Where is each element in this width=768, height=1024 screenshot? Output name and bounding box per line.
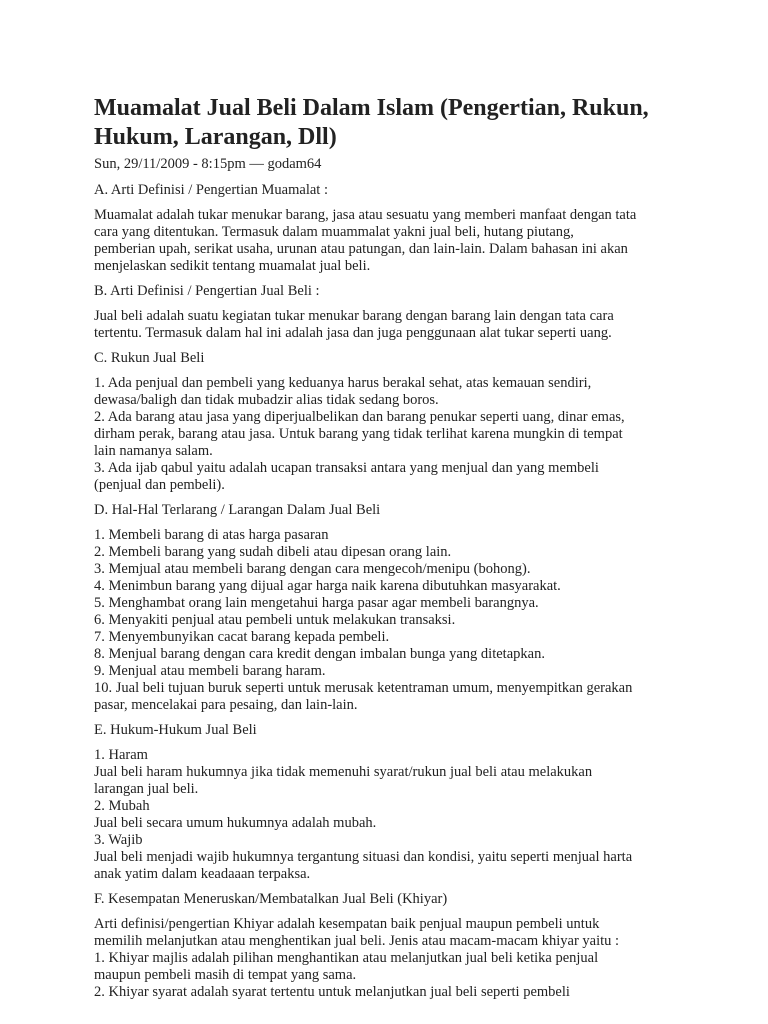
article-title bbox=[94, 94, 684, 152]
text-line: Jual beli menjadi wajib hukumnya tergantung situasi dan kondisi, yaitu seperti menjual harta bbox=[94, 849, 633, 865]
text-line: C. Rukun Jual Beli bbox=[94, 350, 205, 366]
section-heading bbox=[94, 182, 684, 199]
title-line: Hukum, Larangan, Dll) bbox=[94, 124, 337, 150]
text-line: 5. Menghambat orang lain mengetahui harga pasar agar membeli barangnya. bbox=[94, 595, 539, 611]
post-meta: Sun, 29/11/2009 - 8:15pm — godam64 bbox=[94, 156, 322, 172]
text-line: 2. Ada barang atau jasa yang diperjualbelikan dan barang penukar seperti uang, dinar emas, bbox=[94, 409, 625, 425]
text-line: lain namanya salam. bbox=[94, 443, 213, 459]
text-line: larangan jual beli. bbox=[94, 781, 199, 797]
title-line: Muamalat Jual Beli Dalam Islam (Pengertian, Rukun, bbox=[94, 95, 649, 121]
paragraph bbox=[94, 916, 684, 1001]
text-line: menjelaskan sedikit tentang muamalat jual beli. bbox=[94, 258, 371, 274]
article-body bbox=[94, 182, 684, 1001]
text-line: 8. Menjual barang dengan cara kredit dengan imbalan bunga yang ditetapkan. bbox=[94, 646, 545, 662]
text-line: Arti definisi/pengertian Khiyar adalah kesempatan baik penjual maupun pembeli untuk bbox=[94, 916, 600, 932]
text-line: 2. Khiyar syarat adalah syarat tertentu untuk melanjutkan jual beli seperti pembeli bbox=[94, 984, 570, 1000]
text-line: 10. Jual beli tujuan buruk seperti untuk merusak ketentraman umum, menyempitkan gerakan bbox=[94, 680, 633, 696]
text-line: 1. Membeli barang di atas harga pasaran bbox=[94, 527, 329, 543]
text-line: A. Arti Definisi / Pengertian Muamalat : bbox=[94, 182, 328, 198]
text-line: 6. Menyakiti penjual atau pembeli untuk melakukan transaksi. bbox=[94, 612, 456, 628]
text-line: 3. Wajib bbox=[94, 832, 143, 848]
text-line: Jual beli adalah suatu kegiatan tukar menukar barang dengan barang lain dengan tata cara bbox=[94, 308, 614, 324]
text-line: 3. Memjual atau membeli barang dengan cara mengecoh/menipu (bohong). bbox=[94, 561, 531, 577]
text-line: tertentu. Termasuk dalam hal ini adalah jasa dan juga penggunaan alat tukar seperti uang. bbox=[94, 325, 612, 341]
text-line: memilih melanjutkan atau menghentikan jual beli. Jenis atau macam-macam khiyar yaitu : bbox=[94, 933, 620, 949]
text-line: 3. Ada ijab qabul yaitu adalah ucapan transaksi antara yang menjual dan yang membeli bbox=[94, 460, 599, 476]
text-line: pemberian upah, serikat usaha, urunan atau patungan, dan lain-lain. Dalam bahasan ini akan bbox=[94, 241, 628, 257]
text-line: Muamalat adalah tukar menukar barang, jasa atau sesuatu yang memberi manfaat dengan tata bbox=[94, 207, 637, 223]
text-line: dewasa/baligh dan tidak mubadzir alias tidak sedang boros. bbox=[94, 392, 439, 408]
paragraph bbox=[94, 375, 684, 494]
text-line: (penjual dan pembeli). bbox=[94, 477, 225, 493]
text-line: 9. Menjual atau membeli barang haram. bbox=[94, 663, 326, 679]
text-line: B. Arti Definisi / Pengertian Jual Beli : bbox=[94, 283, 320, 299]
text-line: 7. Menyembunyikan cacat barang kepada pembeli. bbox=[94, 629, 390, 645]
text-line: D. Hal-Hal Terlarang / Larangan Dalam Jual Beli bbox=[94, 502, 381, 518]
article-content bbox=[94, 94, 684, 1009]
section-heading bbox=[94, 350, 684, 367]
text-line: 1. Khiyar majlis adalah pilihan menghantikan atau melanjutkan jual beli ketika penjual bbox=[94, 950, 599, 966]
paragraph bbox=[94, 308, 684, 342]
section-heading bbox=[94, 502, 684, 519]
text-line: 1. Ada penjual dan pembeli yang keduanya harus berakal sehat, atas kemauan sendiri, bbox=[94, 375, 592, 391]
text-line: 1. Haram bbox=[94, 747, 148, 763]
section-heading bbox=[94, 722, 684, 739]
section-heading bbox=[94, 891, 684, 908]
text-line: dirham perak, barang atau jasa. Untuk barang yang tidak terlihat karena mungkin di tempat bbox=[94, 426, 623, 442]
paragraph bbox=[94, 527, 684, 714]
section-heading bbox=[94, 283, 684, 300]
text-line: Jual beli haram hukumnya jika tidak memenuhi syarat/rukun jual beli atau melakukan bbox=[94, 764, 593, 780]
text-line: 4. Menimbun barang yang dijual agar harga naik karena dibutuhkan masyarakat. bbox=[94, 578, 561, 594]
text-line: F. Kesempatan Meneruskan/Membatalkan Jual Beli (Khiyar) bbox=[94, 891, 448, 907]
text-line: 2. Mubah bbox=[94, 798, 150, 814]
text-line: cara yang ditentukan. Termasuk dalam muammalat yakni jual beli, hutang piutang, bbox=[94, 224, 574, 240]
text-line: maupun pembeli masih di tempat yang sama. bbox=[94, 967, 357, 983]
text-line: pasar, mencelakai para pesaing, dan lain-lain. bbox=[94, 697, 358, 713]
paragraph bbox=[94, 747, 684, 883]
paragraph bbox=[94, 207, 684, 275]
text-line: anak yatim dalam keadaaan terpaksa. bbox=[94, 866, 311, 882]
text-line: Jual beli secara umum hukumnya adalah mubah. bbox=[94, 815, 377, 831]
text-line: E. Hukum-Hukum Jual Beli bbox=[94, 722, 257, 738]
text-line: 2. Membeli barang yang sudah dibeli atau dipesan orang lain. bbox=[94, 544, 452, 560]
